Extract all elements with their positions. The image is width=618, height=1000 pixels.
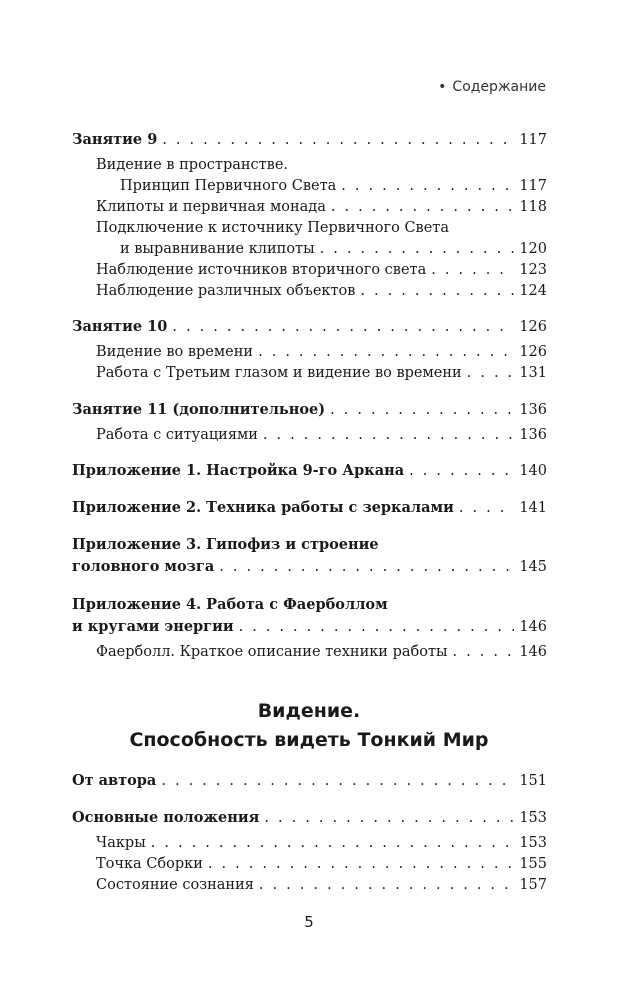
toc-entry-page: 151: [519, 773, 547, 789]
toc-entry[interactable]: [72, 617, 547, 637]
toc-entry-page: 153: [519, 835, 547, 851]
dot-leader: [263, 425, 514, 445]
toc-entry-page: 136: [519, 402, 547, 418]
toc-entry-title: Работа с Третьим глазом и видение во времени: [96, 365, 462, 381]
dot-leader: [360, 281, 514, 301]
toc-entry-page: 117: [519, 178, 547, 194]
dot-leader: [172, 317, 514, 337]
toc-entry[interactable]: [72, 130, 547, 150]
dot-leader: [409, 461, 514, 481]
toc-entry[interactable]: [96, 875, 547, 895]
toc-entry-title: Занятие 11 (дополнительное): [72, 401, 326, 418]
toc-entry[interactable]: [96, 342, 547, 362]
toc-entry[interactable]: [72, 498, 547, 518]
toc-entry-title: Точка Сборки: [96, 856, 203, 872]
dot-leader: [431, 260, 514, 280]
toc-entry-title: Принцип Первичного Света: [120, 178, 337, 194]
toc-entry[interactable]: [72, 317, 547, 337]
bullet-icon: •: [438, 79, 447, 95]
page-number: 5: [304, 913, 314, 931]
toc-entry-title-line: Приложение 3. Гипофиз и строение: [72, 536, 379, 553]
toc-entry-title: и выравнивание клипоты: [120, 241, 315, 257]
toc-entry-page: 153: [519, 810, 547, 826]
toc-entry-page: 155: [519, 856, 547, 872]
dot-leader: [330, 400, 514, 420]
toc-entry-title-line: Подключение к источнику Первичного Света: [96, 220, 449, 236]
running-header-text: Содержание: [452, 79, 546, 95]
toc-entry-page: 157: [519, 877, 547, 893]
toc-entry-page: 146: [519, 619, 547, 635]
toc-entry-page: 140: [519, 463, 547, 479]
dot-leader: [264, 808, 514, 828]
toc-entry-page: 120: [519, 241, 547, 257]
toc-entry-title: Работа с ситуациями: [96, 427, 258, 443]
toc-entry-page: 117: [519, 132, 547, 148]
running-header: [438, 79, 546, 95]
dot-leader: [467, 363, 515, 383]
toc-entry-title: Приложение 2. Техника работы с зеркалами: [72, 499, 454, 516]
toc-entry[interactable]: [96, 197, 547, 217]
toc-entry-title: и кругами энергии: [72, 618, 234, 635]
toc-entry-page: 131: [519, 365, 547, 381]
dot-leader: [162, 130, 514, 150]
toc-entry[interactable]: [72, 808, 547, 828]
dot-leader: [239, 617, 515, 637]
toc-entry-page: 146: [519, 644, 547, 660]
toc-entry-title: Фаерболл. Краткое описание техники работы: [96, 644, 448, 660]
toc-entry[interactable]: [96, 363, 547, 383]
dot-leader: [453, 642, 515, 662]
dot-leader: [161, 771, 514, 791]
toc-entry-page: 126: [519, 319, 547, 335]
dot-leader: [459, 498, 514, 518]
toc-entry-page: 124: [519, 283, 547, 299]
toc-entry-page: 141: [519, 500, 547, 516]
toc-entry-title: Наблюдение различных объектов: [96, 283, 356, 299]
section-heading-line-2: Способность видеть Тонкий Мир: [129, 729, 489, 751]
toc-entry-page: 145: [519, 559, 547, 575]
toc-entry[interactable]: [96, 281, 547, 301]
toc-entry-title: Приложение 1. Настройка 9-го Аркана: [72, 462, 405, 479]
toc-entry[interactable]: [120, 239, 547, 259]
toc-entry-title: Состояние сознания: [96, 877, 254, 893]
toc-entry-title: головного мозга: [72, 558, 215, 575]
dot-leader: [258, 342, 514, 362]
toc-entry[interactable]: [96, 854, 547, 874]
section-heading-line-1: Видение.: [257, 700, 361, 722]
toc-entry[interactable]: [72, 461, 547, 481]
toc-entry-page: 136: [519, 427, 547, 443]
toc-entry[interactable]: [120, 176, 547, 196]
toc-entry-title: Чакры: [96, 835, 146, 851]
toc-entry-page: 123: [519, 262, 547, 278]
dot-leader: [341, 176, 514, 196]
toc-entry[interactable]: [96, 642, 547, 662]
toc-entry[interactable]: [96, 425, 547, 445]
dot-leader: [151, 833, 515, 853]
toc-entry-page: 118: [519, 199, 547, 215]
toc-entry[interactable]: [96, 833, 547, 853]
toc-entry-title: Видение во времени: [96, 344, 254, 360]
toc-entry-title: Наблюдение источников вторичного света: [96, 262, 427, 278]
toc-entry-title: Занятие 9: [72, 131, 158, 148]
dot-leader: [331, 197, 514, 217]
dot-leader: [219, 557, 514, 577]
toc-entry-title: Клипоты и первичная монада: [96, 199, 326, 215]
dot-leader: [259, 875, 514, 895]
toc-entry-title: Основные положения: [72, 809, 260, 826]
toc-entry-title: Занятие 10: [72, 318, 168, 335]
toc-entry-page: 126: [519, 344, 547, 360]
toc-entry[interactable]: [96, 260, 547, 280]
dot-leader: [208, 854, 514, 874]
toc-entry-title-line: Видение в пространстве.: [96, 157, 289, 173]
dot-leader: [320, 239, 515, 259]
toc-entry-title: От автора: [72, 772, 157, 789]
toc-entry[interactable]: [72, 557, 547, 577]
toc-entry[interactable]: [72, 771, 547, 791]
toc-entry[interactable]: [72, 400, 547, 420]
toc-entry-title-line: Приложение 4. Работа с Фаерболлом: [72, 596, 388, 613]
